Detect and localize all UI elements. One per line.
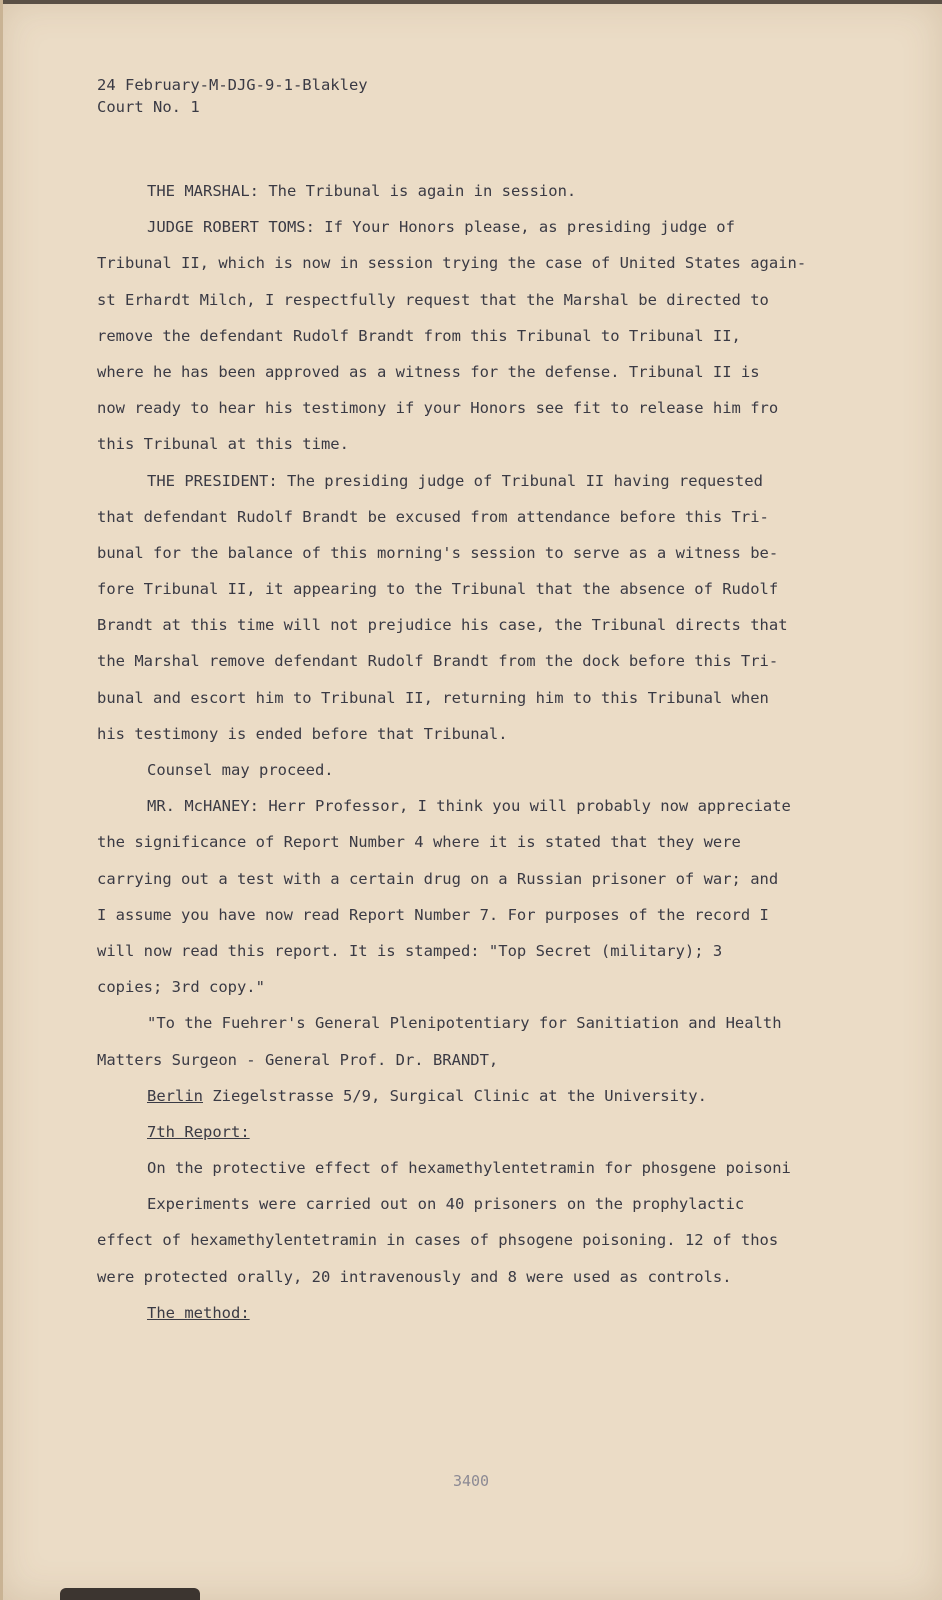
transcript-line: that defendant Rudolf Brandt be excused from attendance before this Tri- [97, 507, 769, 526]
transcript-line [97, 1078, 872, 1114]
transcript-line: Experiments were carried out on 40 prisoners on the prophylactic [147, 1195, 745, 1214]
transcript-line: I assume you have now read Report Number 7. For purposes of the record I [97, 905, 769, 924]
transcript-line: THE MARSHAL: The Tribunal is again in session. [147, 182, 577, 200]
transcript-line: fore Tribunal II, it appearing to the Tribunal that the absence of Rudolf [97, 580, 779, 599]
transcript-line: Matters Surgeon - General Prof. Dr. BRANDT, [97, 1050, 499, 1069]
transcript-line: THE PRESIDENT: The presiding judge of Tribunal II having requested [147, 471, 763, 490]
transcript-line: Tribunal II, which is now in session trying the case of United States again- [97, 254, 807, 273]
transcript-line: remove the defendant Rudolf Brandt from this Tribunal to Tribunal II, [97, 326, 741, 345]
page-left-edge [0, 0, 3, 1600]
header-court-line: Court No. 1 [97, 98, 200, 116]
page-number: 3400 [452, 1472, 490, 1490]
header-date-line: 24 February-M-DJG-9-1-Blakley [97, 76, 368, 94]
transcript-line: bunal for the balance of this morning's session to serve as a witness be- [97, 543, 779, 562]
transcript-line: On the protective effect of hexamethylentetramin for phosgene poisoni [147, 1159, 791, 1178]
transcript-line: were protected orally, 20 intravenously and 8 were used as controls. [97, 1267, 732, 1286]
transcript-line: bunal and escort him to Tribunal II, returning him to this Tribunal when [97, 688, 769, 707]
transcript-line [97, 1114, 872, 1150]
address-city: Berlin [147, 1086, 203, 1105]
transcript-line: this Tribunal at this time. [97, 435, 349, 454]
transcript-line: the Marshal remove defendant Rudolf Brandt from the dock before this Tri- [97, 652, 779, 671]
address-street: Ziegelstrasse 5/9, Surgical Clinic at the University. [203, 1086, 707, 1105]
transcript-line: "To the Fuehrer's General Plenipotentiary for Sanitiation and Health [147, 1014, 782, 1033]
transcript-line: now ready to hear his testimony if your Honors see fit to release him fro [97, 399, 779, 418]
document-header [97, 74, 368, 118]
method-heading: The method: [147, 1303, 250, 1322]
transcript-line: MR. McHANEY: Herr Professor, I think you will probably now appreciate [147, 797, 791, 816]
page-top-edge [0, 0, 942, 4]
transcript-line: his testimony is ended before that Tribunal. [97, 724, 508, 743]
page-bottom-shadow [60, 1588, 200, 1600]
transcript-line: copies; 3rd copy." [97, 978, 265, 997]
transcript-line [97, 1295, 872, 1331]
transcript-line: effect of hexamethylentetramin in cases of phsogene poisoning. 12 of thos [97, 1231, 779, 1250]
transcript-line: where he has been approved as a witness for the defense. Tribunal II is [97, 362, 760, 381]
transcript-line: Brandt at this time will not prejudice his case, the Tribunal directs that [97, 616, 788, 635]
transcript-line: st Erhardt Milch, I respectfully request that the Marshal be directed to [97, 290, 769, 309]
transcript-line: Counsel may proceed. [147, 761, 334, 779]
transcript-line: will now read this report. It is stamped: "Top Secret (military); 3 [97, 941, 723, 960]
transcript-line: carrying out a test with a certain drug on a Russian prisoner of war; and [97, 869, 779, 888]
transcript-line: JUDGE ROBERT TOMS: If Your Honors please, as presiding judge of [147, 218, 735, 237]
transcript-body [97, 173, 872, 1331]
report-heading: 7th Report: [147, 1122, 250, 1141]
transcript-line: the significance of Report Number 4 where it is stated that they were [97, 833, 741, 852]
